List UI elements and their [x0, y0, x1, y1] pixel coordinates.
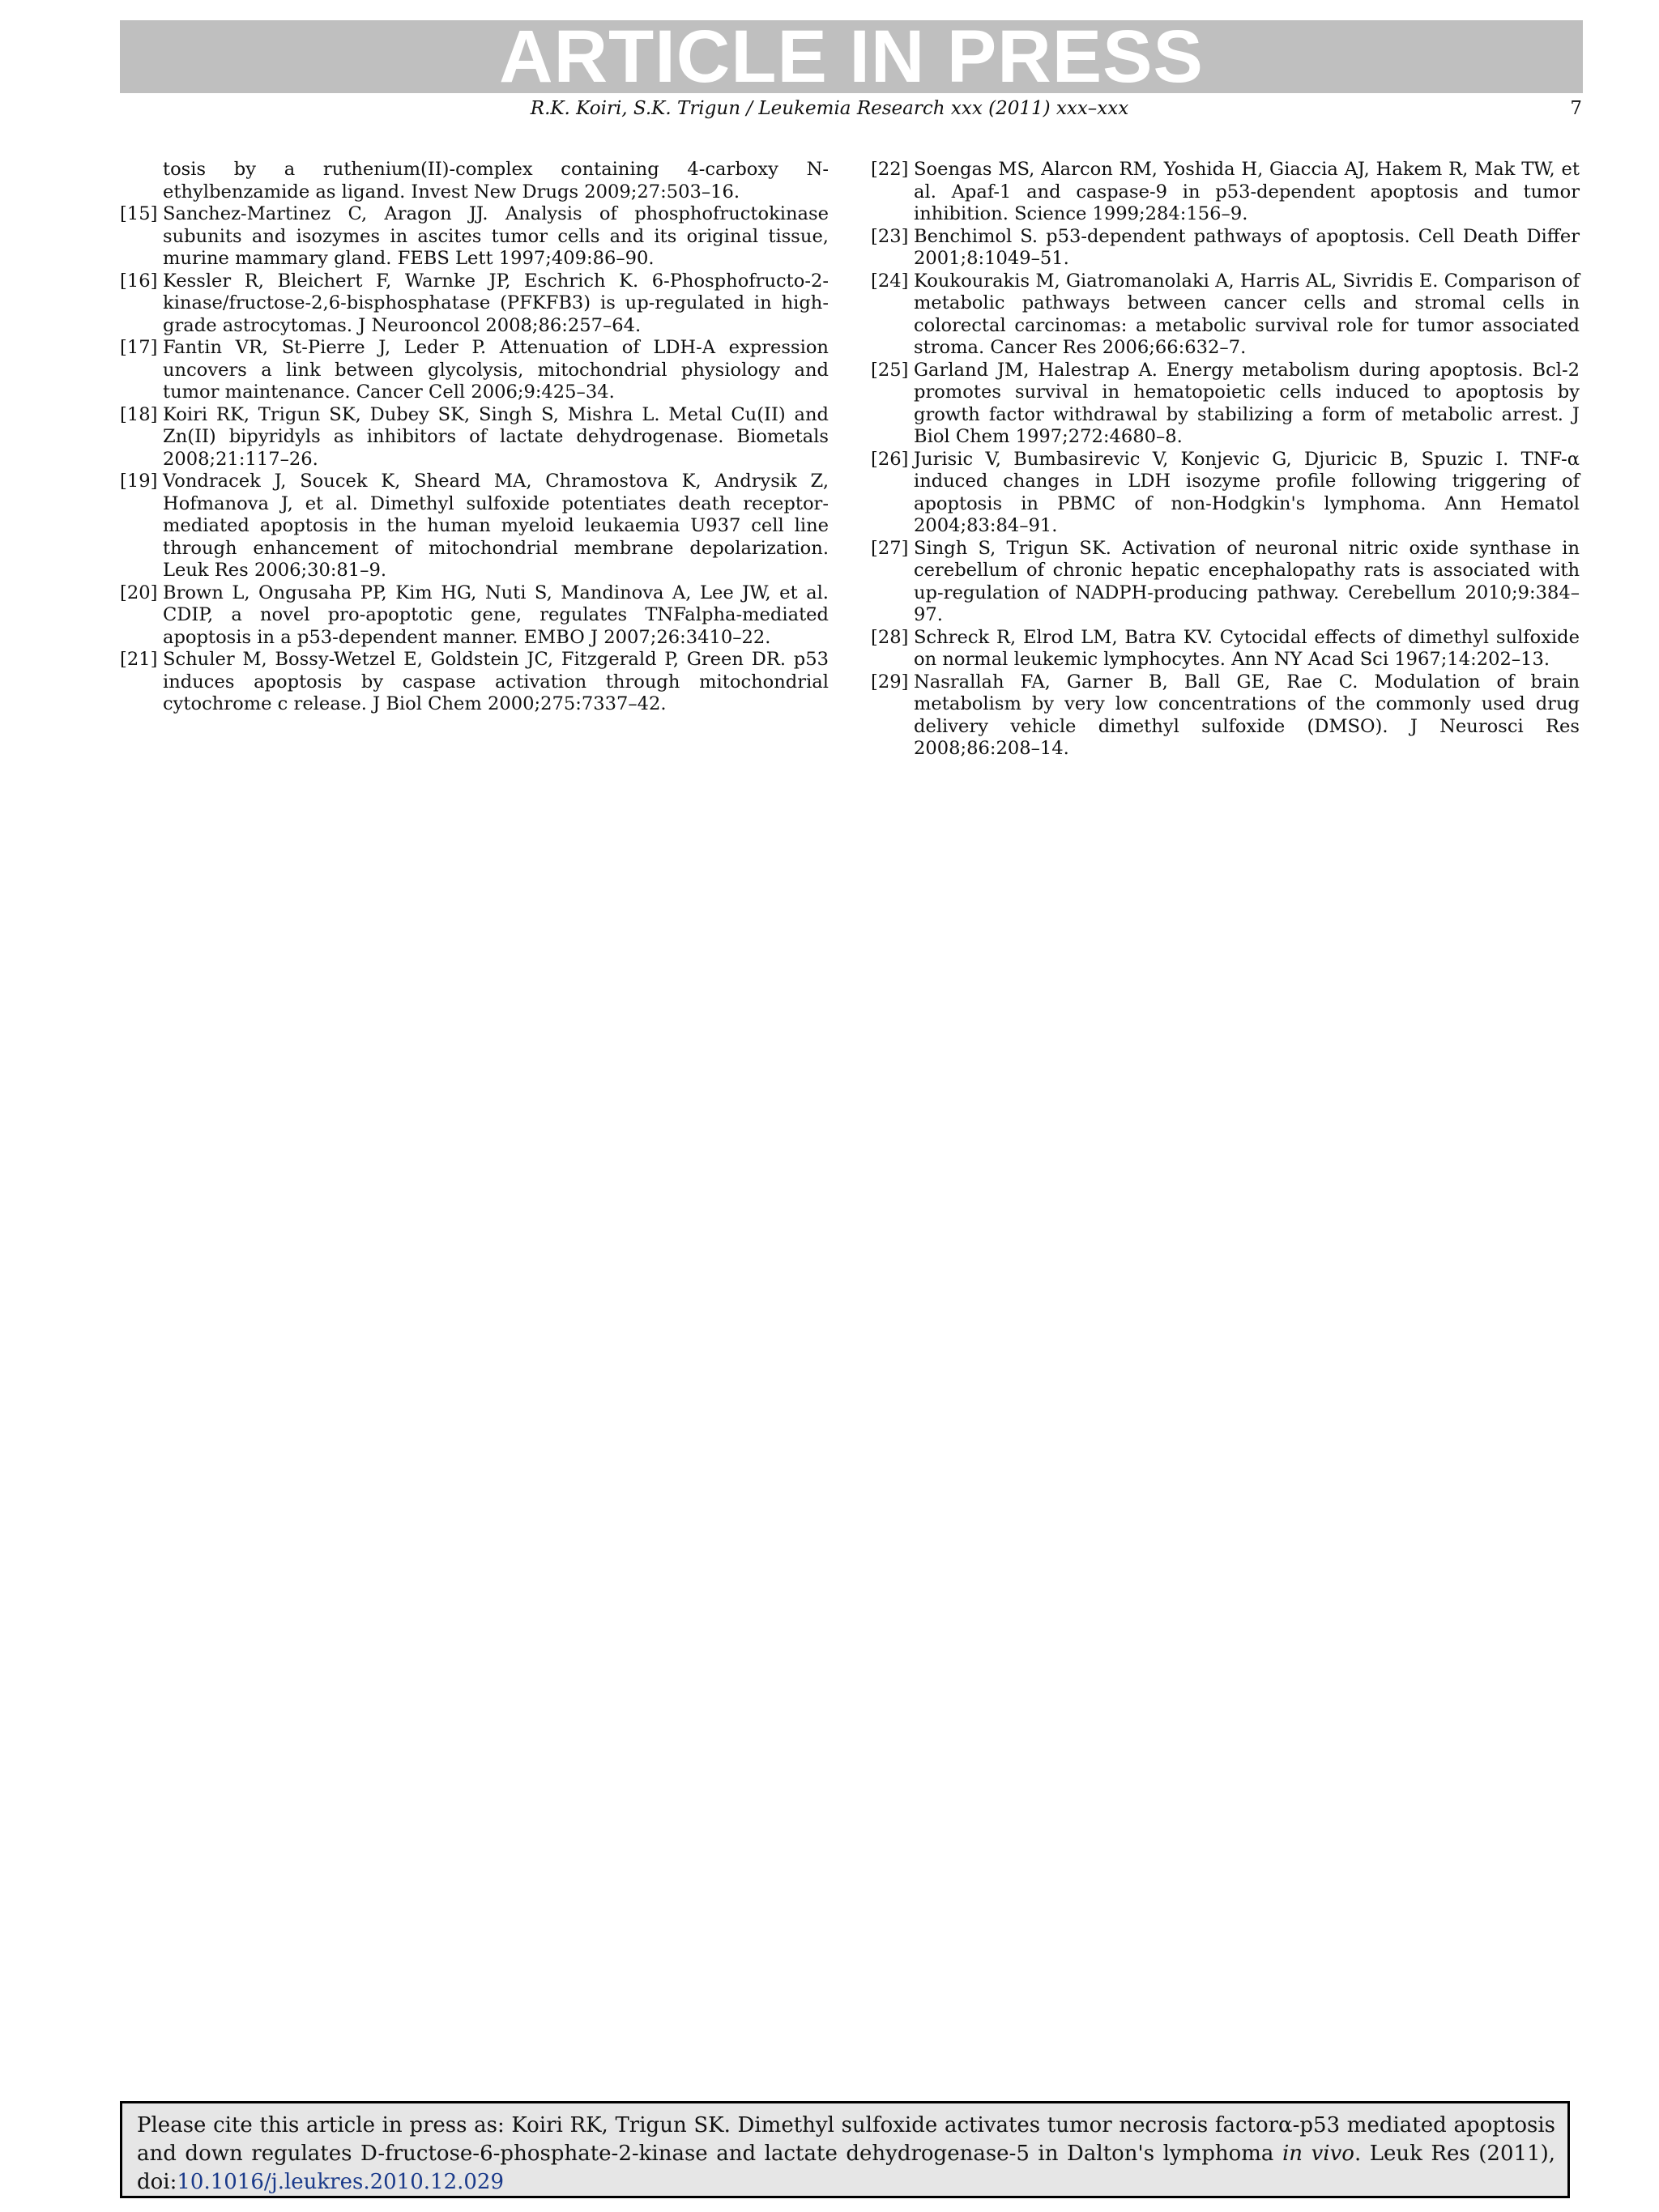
reference-number: [16] [120, 270, 158, 292]
reference-item [120, 271, 829, 338]
banner-text: ARTICLE IN PRESS [499, 15, 1204, 98]
running-title: R.K. Koiri, S.K. Trigun / Leukemia Research xxx (2011) xxx–xxx [530, 98, 1129, 119]
reference-text: Koukourakis M, Giatromanolaki A, Harris AL, Sivridis E. Comparison of metabolic pathways between cancer cells and stromal cells in colorectal carcinomas: a metabolic survival role for tumor associated stroma. Cancer Res 2006;66:632–7. [914, 270, 1580, 358]
reference-number: [28] [871, 626, 909, 648]
reference-text: tosis by a ruthenium(II)-complex containing 4-carboxy N-ethylbenzamide as ligand. Invest New Drugs 2009;27:503–16. [163, 159, 829, 202]
reference-number: [21] [120, 649, 158, 670]
reference-text: Schuler M, Bossy-Wetzel E, Goldstein JC, Fitzgerald P, Green DR. p53 induces apoptosis by caspase activation through mitochondrial cytochrome c release. J Biol Chem 2000;275:7337–42. [163, 649, 829, 714]
reference-text: Koiri RK, Trigun SK, Dubey SK, Singh S, Mishra L. Metal Cu(II) and Zn(II) bipyridyls as inhibitors of lactate dehydrogenase. Biometals 2008;21:117–26. [163, 403, 829, 470]
citation-text-end: . Leuk Res (2011), doi: [137, 2142, 1556, 2194]
reference-number: [24] [871, 270, 909, 292]
reference-text: Soengas MS, Alarcon RM, Yoshida H, Giaccia AJ, Hakem R, Mak TW, et al. Apaf-1 and caspase-9 in p53-dependent apoptosis and tumor inhibition. Science 1999;284:156–9. [914, 159, 1580, 224]
reference-item [871, 226, 1580, 271]
reference-item [871, 671, 1580, 761]
reference-item [120, 159, 829, 203]
reference-text: Brown L, Ongusaha PP, Kim HG, Nuti S, Mandinova A, Lee JW, et al. CDIP, a novel pro-apoptotic gene, regulates TNFalpha-mediated apoptosis in a p53-dependent manner. EMBO J 2007;26:3410–22. [163, 582, 829, 648]
reference-item [871, 159, 1580, 226]
citation-box [120, 2101, 1570, 2198]
references-right-column [871, 159, 1580, 761]
reference-text: Schreck R, Elrod LM, Batra KV. Cytocidal effects of dimethyl sulfoxide on normal leukemic lymphocytes. Ann NY Acad Sci 1967;14:202–13. [914, 626, 1580, 670]
reference-text: Garland JM, Halestrap A. Energy metabolism during apoptosis. Bcl-2 promotes survival in hematopoietic cells induced to apoptosis by growth factor withdrawal by stabilizing a form of metabolic arrest. J Biol Chem 1997;272:4680–8. [914, 359, 1580, 447]
reference-number: [29] [871, 671, 909, 693]
reference-text: Sanchez-Martinez C, Aragon JJ. Analysis of phosphofructokinase subunits and isozymes in ascites tumor cells and its original tissue, murine mammary gland. FEBS Lett 1997;409:86–90. [163, 203, 829, 269]
reference-text: Benchimol S. p53-dependent pathways of apoptosis. Cell Death Differ 2001;8:1049–51. [914, 225, 1580, 269]
reference-item [871, 627, 1580, 671]
reference-number: [23] [871, 225, 909, 247]
citation-in-vivo: in vivo [1282, 2142, 1354, 2166]
reference-text: Kessler R, Bleichert F, Warnke JP, Eschrich K. 6-Phosphofructo-2-kinase/fructose-2,6-bisphosphatase (PFKFB3) is up-regulated in high-grade astrocytomas. J Neurooncol 2008;86:257–64. [163, 270, 829, 336]
reference-number: [15] [120, 203, 158, 224]
reference-number: [20] [120, 582, 158, 603]
reference-number: [19] [120, 471, 158, 492]
reference-number: [22] [871, 159, 909, 180]
reference-number: [18] [120, 403, 158, 425]
reference-item [120, 471, 829, 582]
reference-text: Singh S, Trigun SK. Activation of neuronal nitric oxide synthase in cerebellum of chronic hepatic encephalopathy rats is associated with up-regulation of NADPH-producing pathway. Cerebellum 2010;9:384–97. [914, 537, 1580, 625]
citation-text: Please cite this article in press as: Koiri RK, Trigun SK. Dimethyl sulfoxide activates tumor necrosis factorα-p53 mediated apoptosis and down regulates D-fructose-6-phosphate-2-kinase and lactate dehydrogenase-5 in Dalton's lymphoma [137, 2113, 1555, 2166]
reference-item [120, 649, 829, 716]
reference-item [871, 360, 1580, 449]
reference-text: Fantin VR, St-Pierre J, Leder P. Attenuation of LDH-A expression uncovers a link between glycolysis, mitochondrial physiology and tumor maintenance. Cancer Cell 2006;9:425–34. [163, 337, 829, 403]
reference-text: Nasrallah FA, Garner B, Ball GE, Rae C. Modulation of brain metabolism by very low concentrations of the commonly used drug delivery vehicle dimethyl sulfoxide (DMSO). J Neurosci Res 2008;86:208–14. [914, 671, 1580, 759]
doi-link[interactable]: 10.1016/j.leukres.2010.12.029 [177, 2170, 505, 2194]
reference-item [871, 449, 1580, 538]
reference-item [871, 271, 1580, 360]
reference-text: Vondracek J, Soucek K, Sheard MA, Chramostova K, Andrysik Z, Hofmanova J, et al. Dimethyl sulfoxide potentiates death receptor-mediated apoptosis in the human myeloid leukaemia U937 cell line through enhancement of mitochondrial membrane depolarization. Leuk Res 2006;30:81–9. [163, 471, 829, 581]
reference-number: [27] [871, 537, 909, 559]
references-left-column [120, 159, 829, 716]
reference-text: Jurisic V, Bumbasirevic V, Konjevic G, Djuricic B, Spuzic I. TNF-α induced changes in LDH isozyme profile following triggering of apoptosis in PBMC of non-Hodgkin's lymphoma. Ann Hematol 2004;83:84–91. [914, 448, 1580, 536]
reference-item [120, 404, 829, 471]
reference-item [120, 582, 829, 650]
reference-item [871, 538, 1580, 627]
page-number: 7 [1570, 98, 1582, 119]
article-in-press-banner [120, 15, 1583, 98]
reference-number: [26] [871, 448, 909, 470]
reference-item [120, 203, 829, 271]
reference-number: [25] [871, 359, 909, 381]
reference-item [120, 337, 829, 404]
reference-number: [17] [120, 337, 158, 358]
